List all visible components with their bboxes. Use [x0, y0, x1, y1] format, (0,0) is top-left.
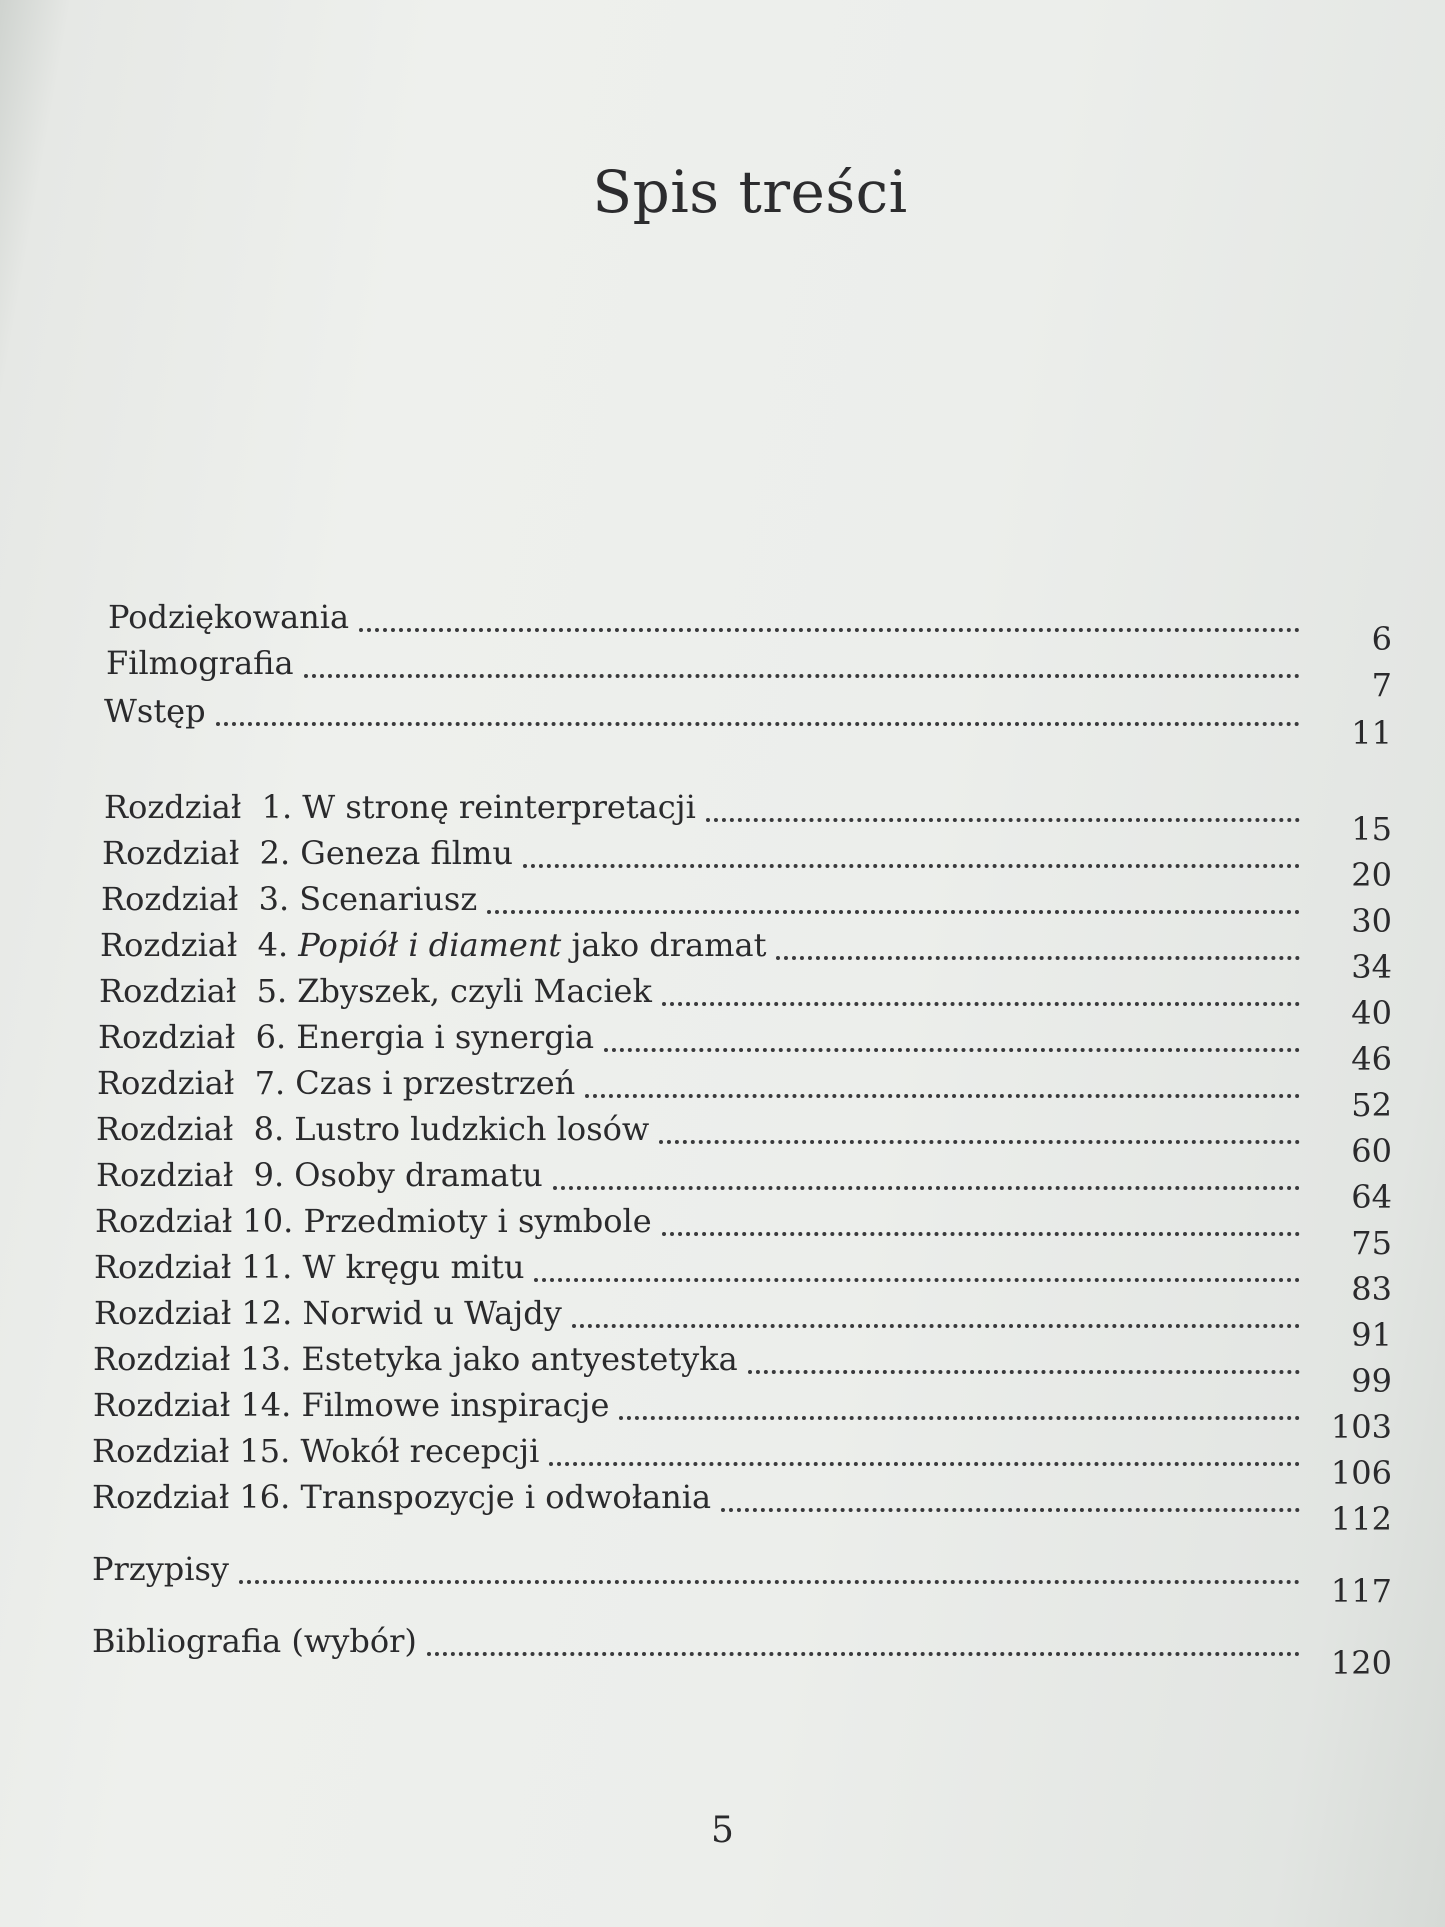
- toc-entry-title: [92, 1478, 721, 1516]
- toc-entry-text: Filmografia: [106, 644, 294, 682]
- toc-chapter-label: Rozdział 13.: [93, 1340, 302, 1378]
- toc-entry: [102, 834, 1392, 894]
- toc-entry: [99, 972, 1392, 1032]
- toc-page-number: 99: [1351, 1362, 1392, 1400]
- toc-chapter-label: Rozdział 11.: [94, 1248, 303, 1286]
- toc-page-number: 112: [1330, 1500, 1392, 1538]
- toc-entry: [106, 644, 1392, 704]
- toc-page-number: 20: [1351, 856, 1392, 894]
- toc-page-number: 117: [1330, 1572, 1392, 1610]
- toc-entry: [104, 788, 1392, 848]
- toc-entry-text: Estetyka jako antyestetyka: [301, 1340, 738, 1378]
- toc-entry-title: [93, 1386, 619, 1424]
- toc-page-number: 34: [1351, 948, 1392, 986]
- toc-entry-title: [92, 1550, 239, 1588]
- toc-entry-title: [98, 1018, 604, 1056]
- toc-entry-title: [94, 1294, 572, 1332]
- dot-leader: [572, 1324, 1300, 1328]
- toc-chapter-label: Rozdział 1.: [104, 788, 303, 826]
- dot-leader: [487, 910, 1300, 914]
- toc-entry-title: [93, 1340, 748, 1378]
- toc-page-number: 15: [1351, 810, 1392, 848]
- toc-entry-title: [96, 1110, 659, 1148]
- toc-entry: [94, 1294, 1392, 1354]
- dot-leader: [534, 1278, 1300, 1282]
- toc-entry-title: [106, 644, 304, 682]
- dot-leader: [776, 956, 1300, 960]
- toc-chapter-label: Rozdział 9.: [96, 1156, 295, 1194]
- toc-entry-text: Wokół recepcji: [300, 1432, 540, 1470]
- toc-entry-text: Przedmioty i symbole: [303, 1202, 652, 1240]
- toc-page-number: 103: [1330, 1408, 1392, 1446]
- dot-leader: [553, 1186, 1300, 1190]
- toc-chapter-label: Rozdział 5.: [99, 972, 298, 1010]
- toc-page-number: 7: [1371, 666, 1392, 704]
- toc-entry: [93, 1386, 1392, 1446]
- toc-entry-text: Lustro ludzkich losów: [294, 1110, 650, 1148]
- toc-chapter-label: Rozdział 4.: [100, 926, 299, 964]
- toc-entry-text: Norwid u Wajdy: [302, 1294, 562, 1332]
- toc-entry-text: Transpozycje i odwołania: [300, 1478, 712, 1516]
- toc-entry-title: [96, 1156, 553, 1194]
- toc-entry: [96, 1110, 1392, 1170]
- toc-entry: [104, 692, 1392, 752]
- toc-entry-text: jako dramat: [561, 926, 767, 964]
- dot-leader: [721, 1508, 1300, 1512]
- toc-entry-title: [92, 1432, 549, 1470]
- dot-leader: [619, 1416, 1300, 1420]
- toc-entry-title: [95, 1202, 662, 1240]
- toc-chapter-label: Rozdział 8.: [96, 1110, 295, 1148]
- dot-leader: [748, 1370, 1300, 1374]
- toc-entry-text: Podziękowania: [108, 598, 350, 636]
- toc-entry-title: [108, 598, 359, 636]
- toc-entry-text: Czas i przestrzeń: [295, 1064, 576, 1102]
- toc-entry-title: [92, 1622, 427, 1660]
- dot-leader: [523, 864, 1300, 868]
- toc-entry-title: [104, 788, 706, 826]
- dot-leader: [216, 722, 1300, 726]
- toc-entry-italic-title: Popiół i diament: [298, 926, 562, 964]
- toc-page-number: 46: [1351, 1040, 1392, 1078]
- toc-entry-text: Energia i synergia: [296, 1018, 595, 1056]
- toc-page-number: 30: [1351, 902, 1392, 940]
- toc-page-number: 11: [1351, 714, 1392, 752]
- toc-chapter-label: Rozdział 3.: [101, 880, 300, 918]
- dot-leader: [604, 1048, 1300, 1052]
- toc-chapter-label: Rozdział 16.: [92, 1478, 301, 1516]
- toc-page-number: 60: [1351, 1132, 1392, 1170]
- toc-page-number: 83: [1351, 1270, 1392, 1308]
- toc-chapter-label: Rozdział 15.: [92, 1432, 301, 1470]
- toc-entry: [95, 1202, 1392, 1262]
- toc-entry-text: Zbyszek, czyli Maciek: [297, 972, 652, 1010]
- dot-leader: [549, 1462, 1300, 1466]
- toc-entry: [98, 1018, 1392, 1078]
- toc-entry-title: [104, 692, 216, 730]
- toc-entry-text: Osoby dramatu: [294, 1156, 543, 1194]
- toc-page-number: 75: [1351, 1224, 1392, 1262]
- toc-page-number: 64: [1351, 1178, 1392, 1216]
- toc-entry: [108, 598, 1392, 658]
- toc-entry-title: [94, 1248, 534, 1286]
- page-number: 5: [711, 1810, 734, 1851]
- toc-entry-title: [102, 834, 523, 872]
- toc-entry-text: W stronę reinterpretacji: [302, 788, 696, 826]
- toc-entry: [92, 1432, 1392, 1492]
- dot-leader: [585, 1094, 1300, 1098]
- toc-entry-text: Geneza filmu: [300, 834, 513, 872]
- toc-page-number: 120: [1330, 1644, 1392, 1682]
- toc-page-number: 106: [1330, 1454, 1392, 1492]
- toc-entry-text: Scenariusz: [299, 880, 478, 918]
- toc-chapter-label: Rozdział 6.: [98, 1018, 297, 1056]
- toc-entry-text: Przypisy: [92, 1550, 229, 1588]
- toc-entry-text: Filmowe inspiracje: [301, 1386, 610, 1424]
- toc-chapter-label: Rozdział 14.: [93, 1386, 302, 1424]
- toc-page-number: 6: [1371, 620, 1392, 658]
- toc-entry: [92, 1550, 1392, 1610]
- dot-leader: [359, 628, 1300, 632]
- toc-entry-title: [101, 880, 487, 918]
- toc-chapter-label: Rozdział 12.: [94, 1294, 303, 1332]
- toc-entry-text: Bibliografia (wybór): [92, 1622, 417, 1660]
- toc-entry-text: Wstęp: [104, 692, 206, 730]
- toc-entry: [100, 926, 1392, 986]
- toc-entry-title: [97, 1064, 585, 1102]
- toc-entry: [97, 1064, 1392, 1124]
- toc-entry: [92, 1478, 1392, 1538]
- toc-entry-title: [99, 972, 662, 1010]
- dot-leader: [662, 1232, 1300, 1236]
- toc-entry: [96, 1156, 1392, 1216]
- toc-entry-title: [100, 926, 776, 964]
- toc-page-number: 40: [1351, 994, 1392, 1032]
- toc-chapter-label: Rozdział 7.: [97, 1064, 296, 1102]
- toc-entry: [93, 1340, 1392, 1400]
- dot-leader: [706, 818, 1300, 822]
- dot-leader: [304, 674, 1300, 678]
- dot-leader: [427, 1652, 1300, 1656]
- toc-page-number: 52: [1351, 1086, 1392, 1124]
- toc-entry: [92, 1622, 1392, 1682]
- toc-entry: [101, 880, 1392, 940]
- dot-leader: [659, 1140, 1300, 1144]
- toc-chapter-label: Rozdział 10.: [95, 1202, 304, 1240]
- dot-leader: [662, 1002, 1300, 1006]
- toc-chapter-label: Rozdział 2.: [102, 834, 301, 872]
- dot-leader: [239, 1580, 1300, 1584]
- toc-page-number: 91: [1351, 1316, 1392, 1354]
- toc-entry: [94, 1248, 1392, 1308]
- page-title: Spis treści: [592, 158, 908, 226]
- toc-entry-text: W kręgu mitu: [302, 1248, 525, 1286]
